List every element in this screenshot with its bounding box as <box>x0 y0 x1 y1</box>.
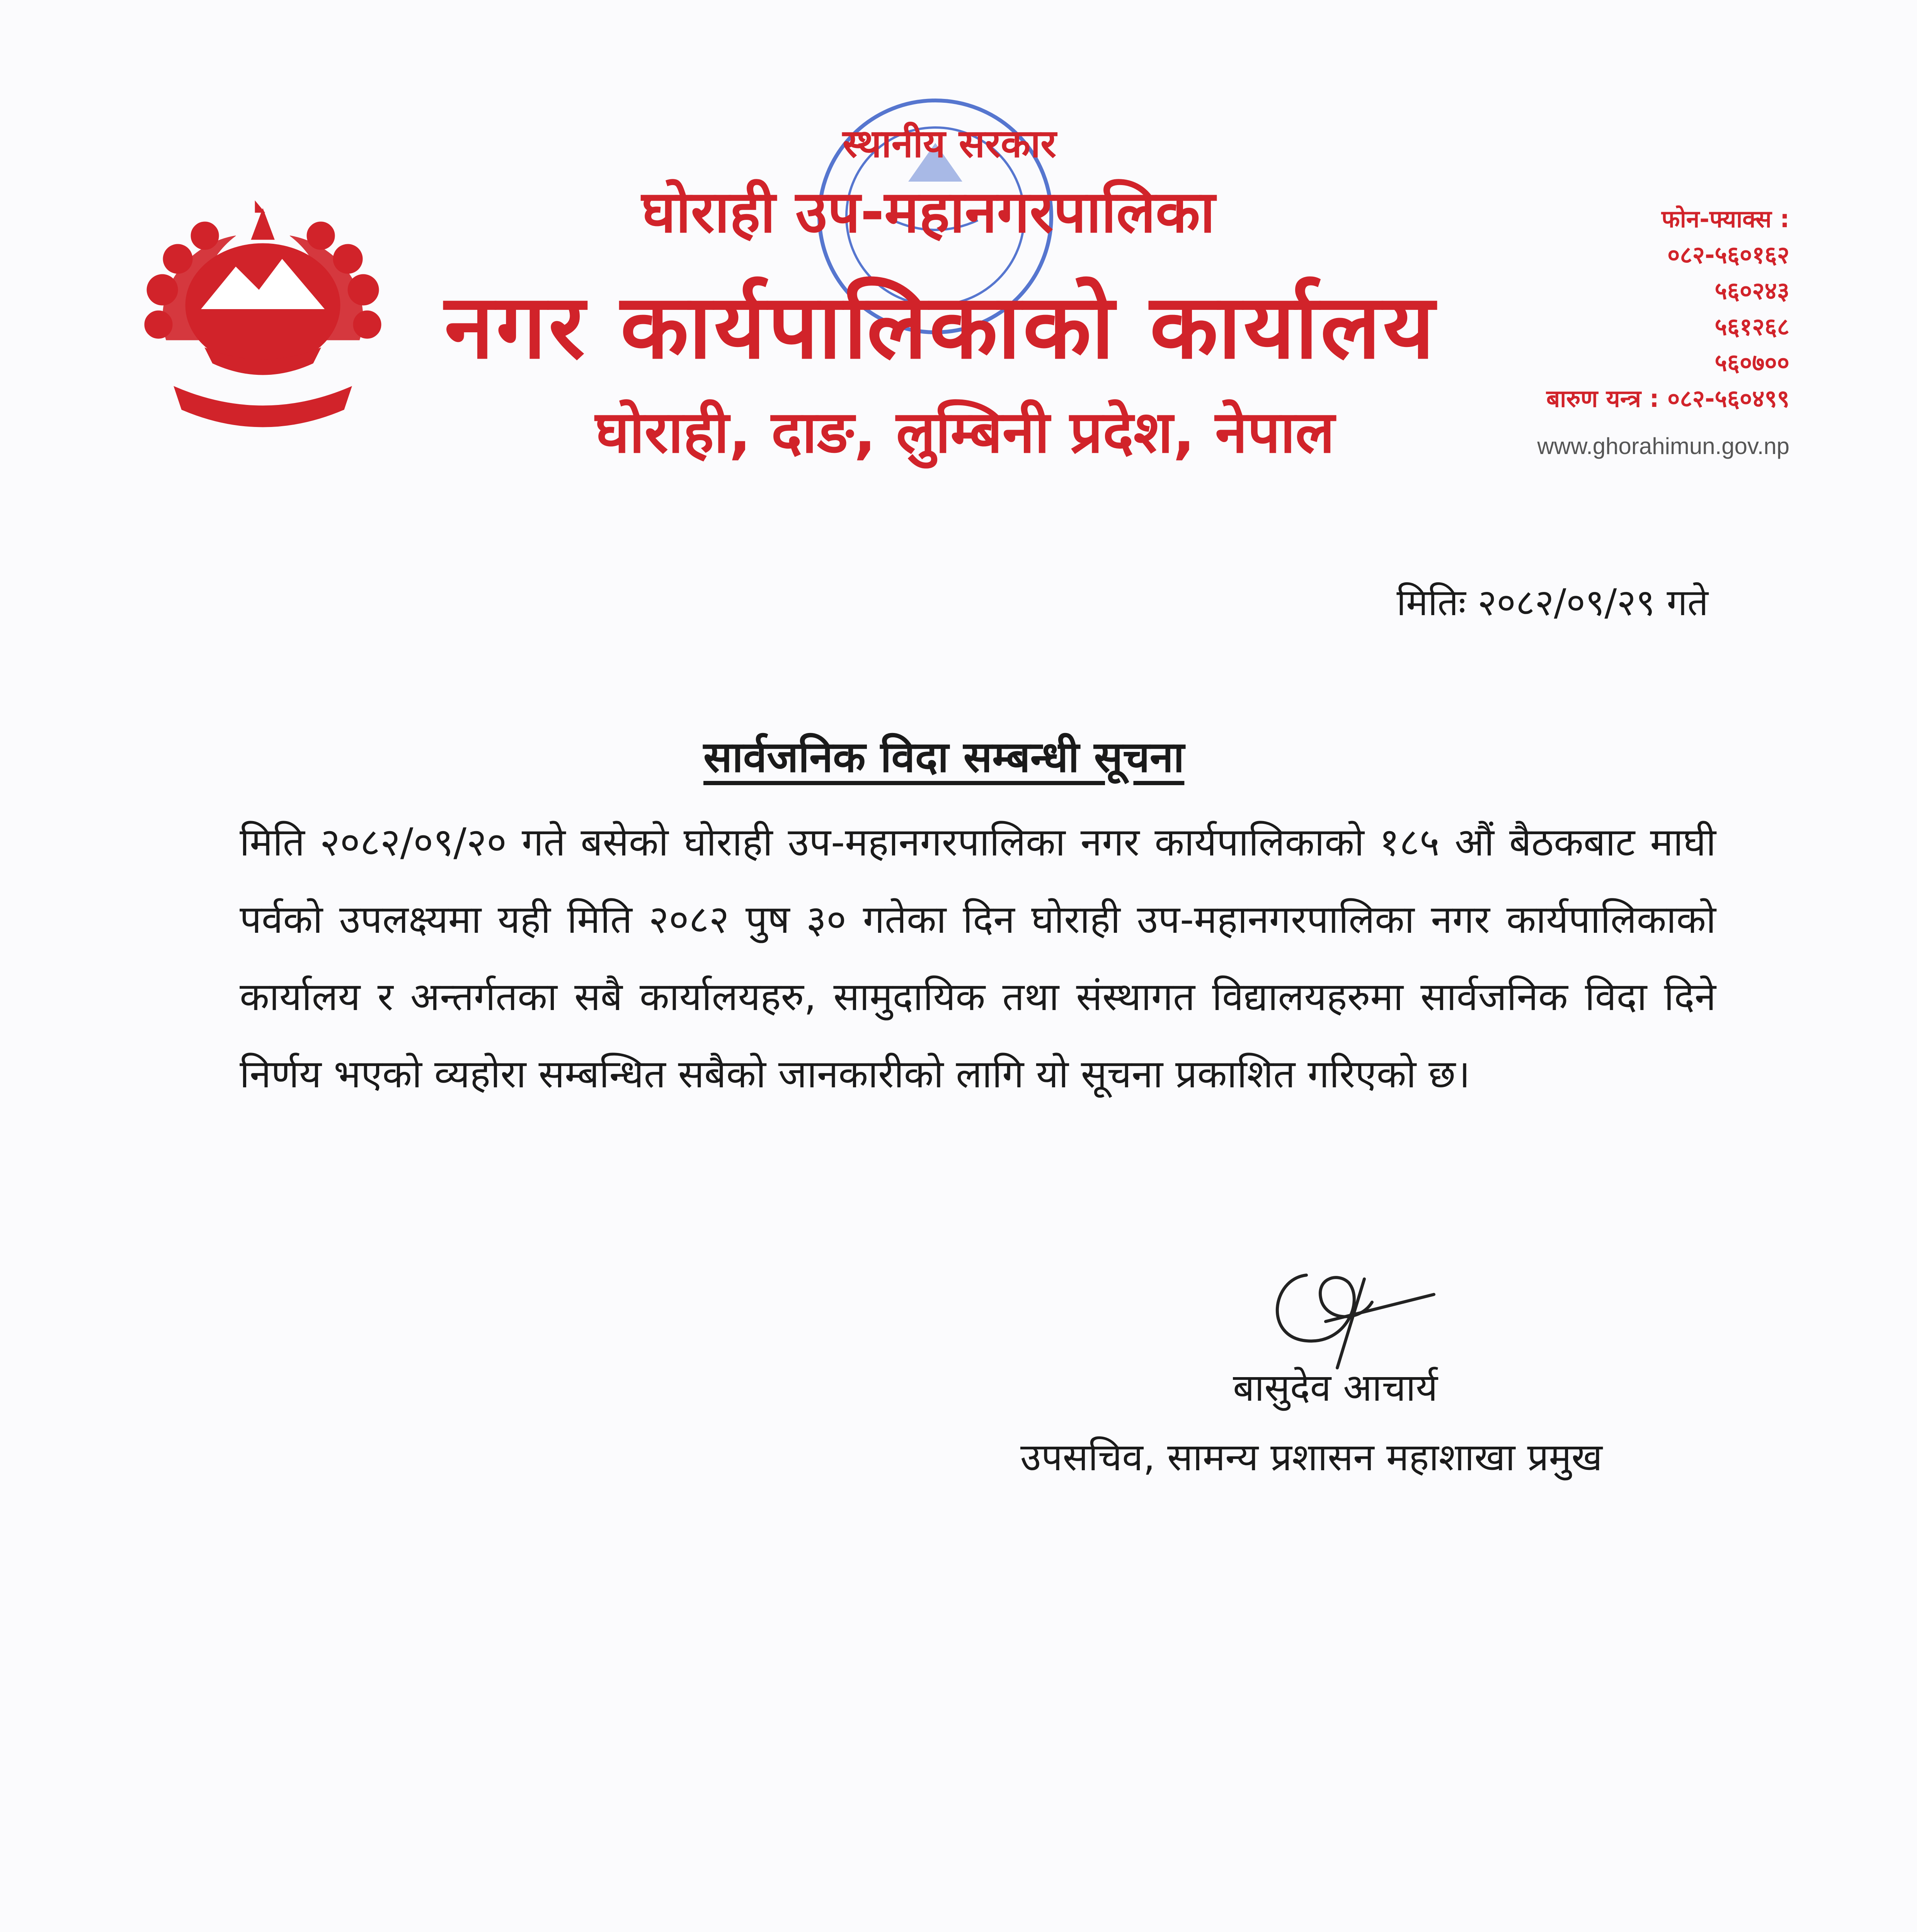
signature-image <box>1248 1244 1449 1372</box>
notice-body: मिति २०८२/०९/२० गते बसेको घोराही उप-महानगरपालिका नगर कार्यपालिकाको १८५ औं बैठकबाट माघी पर्वको उपलक्ष्यमा यही मिति २०८२ पुष ३० गतेका दिन घोराही उप-महानगरपालिका नगर कार्यपालिकाको कार्यालय र अन्तर्गतका सबै कार्यालयहरु, सामुदायिक तथा संस्थागत विद्यालयहरुमा सार्वजनिक विदा दिने निर्णय भएको व्यहोरा सम्बन्धित सबैको जानकारीको लागि यो सूचना प्रकाशित गरिएको छ। <box>240 820 1716 1097</box>
phone-number: ०८२-५६०१६२ <box>1667 241 1789 269</box>
municipality-name: घोराही उप-महानगरपालिका <box>642 179 1215 246</box>
phone-number: ५६०२४३ <box>1714 277 1789 305</box>
phone-fax-label: फोन-फ्याक्स : <box>1661 205 1789 233</box>
notice-title: सार्वजनिक विदा सम्बन्धी सूचना <box>703 732 1185 782</box>
notice-date: मितिः २०८२/०९/२९ गते <box>1396 582 1708 624</box>
signatory-name: बासुदेव आचार्य <box>1233 1366 1438 1410</box>
contact-block <box>1546 201 1789 417</box>
signatory-title: उपसचिव, सामन्य प्रशासन महाशाखा प्रमुख <box>1020 1435 1603 1480</box>
phone-number: ५६०७०० <box>1714 349 1789 377</box>
govt-level-label: स्थानीय सरकार <box>843 121 1057 166</box>
website-link[interactable]: www.ghorahimun.gov.np <box>1537 433 1789 459</box>
phone-number: ५६१२६८ <box>1714 313 1789 341</box>
office-address: घोराही, दाङ, लुम्बिनी प्रदेश, नेपाल <box>595 399 1335 466</box>
fire-brigade-number: बारुण यन्त्र : ०८२-५६०४९९ <box>1546 384 1789 413</box>
office-name: नगर कार्यपालिकाको कार्यालय <box>444 276 1437 379</box>
nepal-emblem-icon <box>112 193 414 456</box>
